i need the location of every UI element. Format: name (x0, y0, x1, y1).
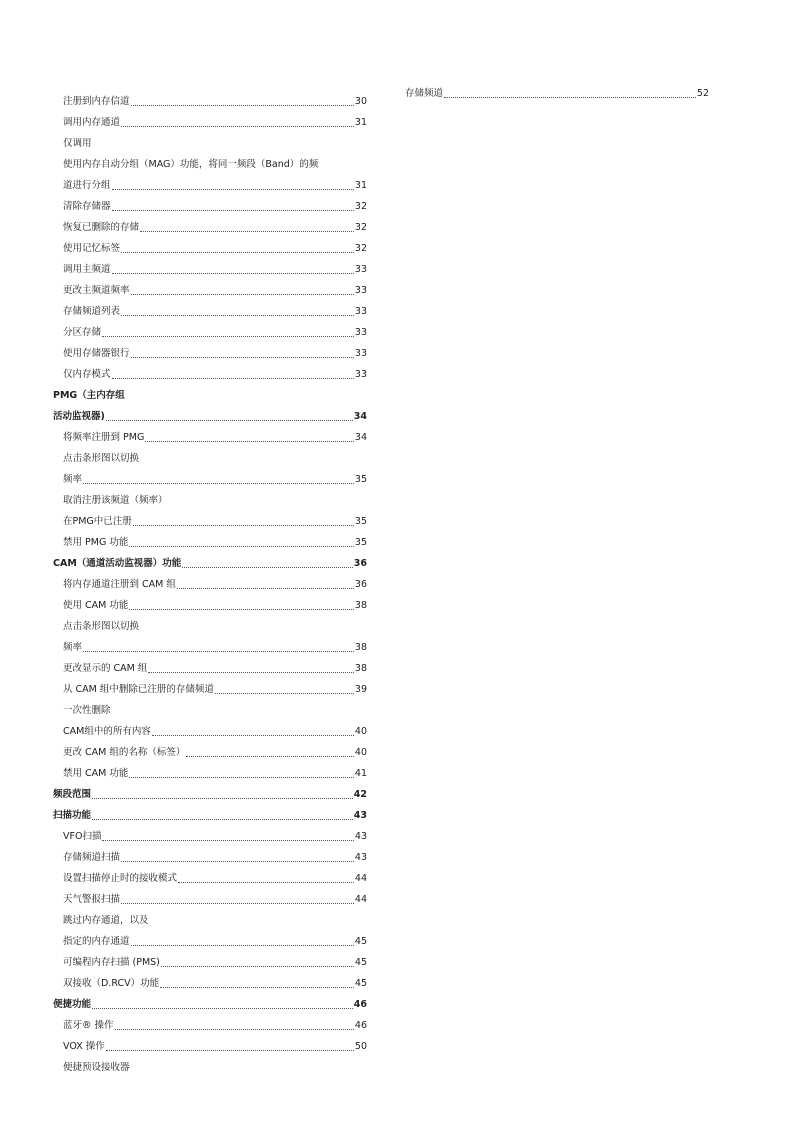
toc-entry-label: 使用存储器银行 (63, 348, 130, 359)
toc-entry-label: 天气警报扫描 (63, 894, 121, 905)
toc-entry-page-number: 34 (353, 411, 367, 422)
toc-entry-page-number: 32 (354, 243, 367, 254)
toc-entry-label: PMG（主内存组 (53, 390, 125, 401)
toc-entry[interactable] (53, 718, 367, 739)
toc-dot-leader (129, 546, 354, 547)
toc-entry-label: 便捷功能 (53, 999, 92, 1010)
toc-entry[interactable] (53, 592, 367, 613)
toc-entry-page-number: 44 (354, 873, 367, 884)
toc-entry-page-number: 33 (354, 369, 367, 380)
toc-entry-page-number: 33 (354, 264, 367, 275)
toc-entry-label: 将内存通道注册到 CAM 组 (63, 579, 176, 590)
toc-entry-page-number: 45 (354, 978, 367, 989)
toc-entry-page-number: 41 (354, 768, 367, 779)
toc-entry-page-number: 42 (353, 789, 367, 800)
toc-entry[interactable] (53, 487, 367, 508)
toc-dot-leader (148, 672, 354, 673)
toc-entry[interactable] (53, 109, 367, 130)
toc-entry-page-number: 35 (354, 537, 367, 548)
toc-dot-leader (129, 609, 354, 610)
toc-entry[interactable] (53, 613, 367, 634)
toc-entry-label: 设置扫描停止时的接收模式 (63, 873, 178, 884)
toc-entry-page-number: 32 (354, 201, 367, 212)
toc-entry-page-number: 33 (354, 348, 367, 359)
toc-entry-label: 点击条形图以切换 (63, 453, 140, 464)
toc-entry[interactable] (53, 823, 367, 844)
toc-entry[interactable] (53, 319, 367, 340)
toc-dot-leader (92, 819, 353, 820)
toc-dot-leader (112, 273, 354, 274)
toc-entry-label: CAM组中的所有内容 (63, 726, 151, 737)
toc-entry[interactable] (53, 361, 367, 382)
toc-dot-leader (161, 966, 354, 967)
toc-right-column (405, 80, 709, 101)
toc-entry[interactable] (53, 235, 367, 256)
toc-entry-label: 调用内存通道 (63, 117, 121, 128)
toc-entry[interactable] (53, 424, 367, 445)
toc-entry-label: 一次性删除 (63, 705, 111, 716)
toc-dot-leader (92, 798, 353, 799)
toc-entry-page-number: 35 (354, 474, 367, 485)
toc-entry[interactable] (53, 193, 367, 214)
toc-entry-page-number: 31 (354, 180, 367, 191)
toc-entry[interactable] (53, 844, 367, 865)
toc-entry-label: 禁用 PMG 功能 (63, 537, 129, 548)
toc-entry[interactable] (53, 949, 367, 970)
toc-entry[interactable] (53, 445, 367, 466)
toc-entry-label: 道进行分组 (63, 180, 111, 191)
toc-dot-leader (115, 1029, 354, 1030)
toc-dot-leader (121, 903, 354, 904)
toc-entry[interactable] (53, 508, 367, 529)
toc-entry-page-number: 36 (353, 558, 367, 569)
toc-dot-leader (106, 420, 353, 421)
toc-entry[interactable] (53, 970, 367, 991)
toc-dot-leader (133, 525, 354, 526)
toc-dot-leader (102, 840, 353, 841)
toc-entry-page-number: 50 (354, 1041, 367, 1052)
toc-entry[interactable] (53, 739, 367, 760)
toc-entry[interactable] (53, 760, 367, 781)
toc-entry[interactable] (53, 571, 367, 592)
toc-entry-label: 将频率注册到 PMG (63, 432, 145, 443)
toc-entry-page-number: 40 (354, 747, 367, 758)
toc-entry-label: 更改 CAM 组的名称（标签） (63, 747, 186, 758)
toc-dot-leader (121, 252, 354, 253)
toc-entry-page-number: 38 (354, 600, 367, 611)
toc-entry-label: 清除存储器 (63, 201, 111, 212)
toc-entry-page-number: 38 (354, 663, 367, 674)
toc-entry-label: 存储频道 (405, 88, 444, 99)
toc-dot-leader (106, 1050, 354, 1051)
toc-entry[interactable] (53, 214, 367, 235)
toc-dot-leader (121, 861, 354, 862)
toc-entry-page-number: 44 (354, 894, 367, 905)
toc-entry[interactable] (53, 256, 367, 277)
toc-entry[interactable] (53, 865, 367, 886)
toc-entry[interactable] (53, 1012, 367, 1033)
toc-entry-page-number: 34 (354, 432, 367, 443)
toc-entry-page-number: 31 (354, 117, 367, 128)
toc-entry-label: 更改显示的 CAM 组 (63, 663, 148, 674)
toc-entry-page-number: 38 (354, 642, 367, 653)
toc-entry[interactable] (53, 655, 367, 676)
toc-dot-leader (112, 210, 354, 211)
toc-dot-leader (131, 945, 354, 946)
toc-entry[interactable] (53, 88, 367, 109)
toc-entry-page-number: 39 (354, 684, 367, 695)
toc-entry-label: VFO扫描 (63, 831, 102, 842)
toc-entry[interactable] (53, 382, 367, 403)
toc-entry[interactable] (53, 991, 367, 1012)
toc-dot-leader (177, 588, 354, 589)
toc-entry-page-number: 40 (354, 726, 367, 737)
toc-entry[interactable] (53, 634, 367, 655)
toc-dot-leader (160, 987, 354, 988)
toc-entry-label: 便捷预设接收器 (63, 1062, 130, 1073)
toc-entry-label: 指定的内存通道 (63, 936, 130, 947)
toc-entry-page-number: 32 (354, 222, 367, 233)
toc-dot-leader (145, 441, 354, 442)
toc-entry-label: 调用主频道 (63, 264, 111, 275)
toc-left-column (53, 88, 367, 1075)
toc-entry-label: 从 CAM 组中删除已注册的存储频道 (63, 684, 214, 695)
toc-entry-page-number: 36 (354, 579, 367, 590)
toc-entry-label: 频段范围 (53, 789, 92, 800)
toc-entry-label: 频率 (63, 642, 83, 653)
toc-entry-label: 点击条形图以切换 (63, 621, 140, 632)
toc-entry-label: 仅调用 (63, 138, 92, 149)
toc-dot-leader (215, 693, 354, 694)
toc-dot-leader (182, 567, 352, 568)
toc-entry-label: 仅内存模式 (63, 369, 111, 380)
toc-entry-label: 使用内存自动分组（MAG）功能，将同一频段（Band）的频 (63, 159, 319, 170)
toc-entry-page-number: 43 (354, 831, 367, 842)
toc-entry[interactable] (53, 466, 367, 487)
toc-entry-label: 更改主频道频率 (63, 285, 130, 296)
toc-entry-page-number: 33 (354, 285, 367, 296)
toc-dot-leader (92, 1008, 353, 1009)
toc-entry-label: 可编程内存扫描 (PMS) (63, 957, 160, 968)
toc-dot-leader (102, 336, 354, 337)
toc-entry-label: 扫描功能 (53, 810, 92, 821)
toc-dot-leader (112, 378, 354, 379)
toc-entry-label: 蓝牙® 操作 (63, 1020, 114, 1031)
toc-entry-label: 跳过内存通道，以及 (63, 915, 149, 926)
toc-entry-label: 恢复已删除的存储 (63, 222, 140, 233)
toc-entry-label: 双接收（D.RCV）功能 (63, 978, 160, 989)
toc-entry-page-number: 46 (354, 1020, 367, 1031)
toc-entry[interactable] (53, 403, 367, 424)
toc-entry-label: VOX 操作 (63, 1041, 105, 1052)
toc-entry[interactable] (53, 886, 367, 907)
toc-entry-label: 注册到内存信道 (63, 96, 130, 107)
toc-dot-leader (444, 97, 696, 98)
toc-dot-leader (121, 315, 354, 316)
toc-entry-label: 活动监视器) (53, 411, 105, 422)
toc-dot-leader (112, 189, 354, 190)
toc-dot-leader (83, 483, 354, 484)
toc-entry[interactable] (53, 529, 367, 550)
toc-entry[interactable] (53, 802, 367, 823)
toc-entry[interactable] (53, 550, 367, 571)
toc-entry-label: 分区存储 (63, 327, 102, 338)
toc-entry[interactable] (53, 130, 367, 151)
toc-entry[interactable] (53, 277, 367, 298)
toc-entry[interactable] (53, 340, 367, 361)
toc-entry-page-number: 46 (353, 999, 367, 1010)
toc-dot-leader (131, 357, 354, 358)
toc-dot-leader (83, 651, 354, 652)
toc-entry[interactable] (53, 172, 367, 193)
toc-entry[interactable] (405, 80, 709, 101)
toc-entry[interactable] (53, 1033, 367, 1054)
toc-dot-leader (178, 882, 354, 883)
toc-dot-leader (131, 294, 354, 295)
toc-entry-label: 频率 (63, 474, 83, 485)
toc-entry[interactable] (53, 928, 367, 949)
toc-dot-leader (152, 735, 354, 736)
toc-entry[interactable] (53, 151, 367, 172)
toc-entry-label: 取消注册该频道（频率） (63, 495, 168, 506)
toc-entry[interactable] (53, 1054, 367, 1075)
toc-entry-label: 存储频道列表 (63, 306, 121, 317)
toc-entry[interactable] (53, 907, 367, 928)
toc-entry[interactable] (53, 676, 367, 697)
toc-dot-leader (129, 777, 354, 778)
toc-entry-page-number: 33 (354, 327, 367, 338)
toc-dot-leader (131, 105, 354, 106)
toc-entry-page-number: 52 (696, 88, 709, 99)
toc-dot-leader (186, 756, 354, 757)
toc-entry-page-number: 33 (354, 306, 367, 317)
toc-entry[interactable] (53, 781, 367, 802)
toc-entry-page-number: 43 (353, 810, 367, 821)
toc-entry-label: 使用 CAM 功能 (63, 600, 129, 611)
toc-entry-label: CAM（通道活动监视器）功能 (53, 558, 182, 569)
toc-entry-page-number: 35 (354, 516, 367, 527)
toc-entry-label: 存储频道扫描 (63, 852, 121, 863)
toc-entry-label: 在PMG中已注册 (63, 516, 132, 527)
toc-dot-leader (121, 126, 354, 127)
toc-entry-page-number: 30 (354, 96, 367, 107)
toc-entry-page-number: 45 (354, 957, 367, 968)
toc-entry-label: 禁用 CAM 功能 (63, 768, 129, 779)
toc-entry-page-number: 45 (354, 936, 367, 947)
toc-entry[interactable] (53, 697, 367, 718)
toc-entry-label: 使用记忆标签 (63, 243, 121, 254)
toc-entry[interactable] (53, 298, 367, 319)
toc-entry-page-number: 43 (354, 852, 367, 863)
toc-dot-leader (140, 231, 354, 232)
